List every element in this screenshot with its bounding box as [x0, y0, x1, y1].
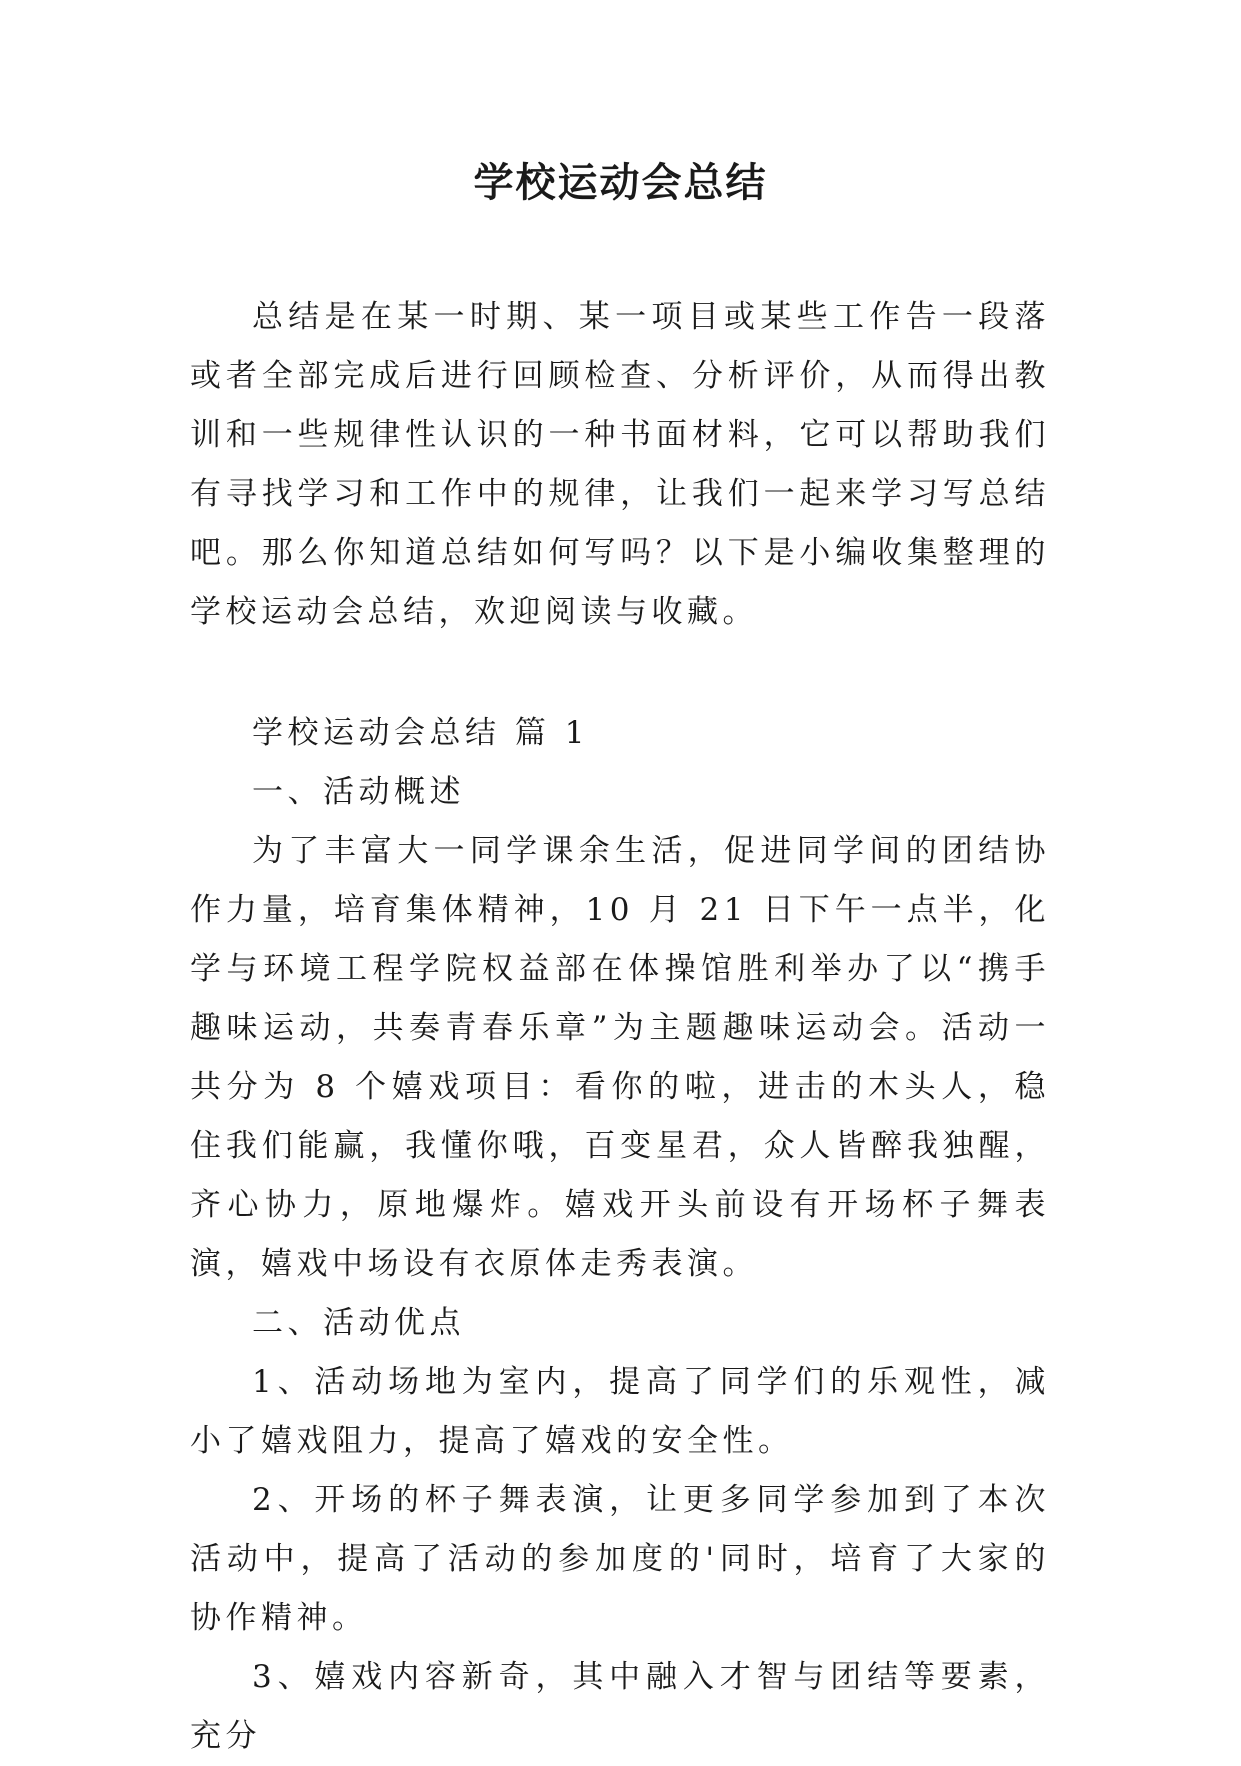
overview-paragraph: 为了丰富大一同学课余生活，促进同学间的团结协作力量，培育集体精神，10 月 21 日下午一点半，化学与环境工程学院权益部在体操馆胜利举办了以“携手趣味运动，共奏青春乐章”为主题趣味运动会。活动一共分为 8 个嬉戏项目：看你的啦，进击的木头人，稳住我们能赢，我懂你哦，百变星君，众人皆醉我独醒，齐心协力，原地爆炸。嬉戏开头前设有开场杯子舞表演，嬉戏中场设有衣原体走秀表演。 [190, 833, 1050, 1282]
heading-activity-strengths: 二、活动优点 [252, 1305, 465, 1341]
intro-paragraph: 总结是在某一时期、某一项目或某些工作告一段落或者全部完成后进行回顾检查、分析评价，从而得出教训和一些规律性认识的一种书面材料，它可以帮助我们有寻找学习和工作中的规律，让我们一起来学习写总结吧。那么你知道总结如何写吗？以下是小编收集整理的学校运动会总结，欢迎阅读与收藏。 [190, 299, 1050, 630]
strength-item-3: 3、嬉戏内容新奇，其中融入才智与团结等要素，充分 [190, 1659, 1050, 1754]
document-body [190, 288, 1050, 1766]
document-title: 学校运动会总结 [473, 160, 768, 206]
paragraph-spacer [190, 642, 1050, 704]
strength-item-1: 1、活动场地为室内，提高了同学们的乐观性，减小了嬉戏阻力，提高了嬉戏的安全性。 [190, 1364, 1050, 1459]
strength-item-2: 2、开场的杯子舞表演，让更多同学参加到了本次活动中，提高了活动的参加度的'同时，培育了大家的协作精神。 [190, 1482, 1050, 1636]
heading-activity-overview: 一、活动概述 [252, 774, 465, 810]
section-heading: 学校运动会总结 篇 1 [252, 715, 589, 751]
